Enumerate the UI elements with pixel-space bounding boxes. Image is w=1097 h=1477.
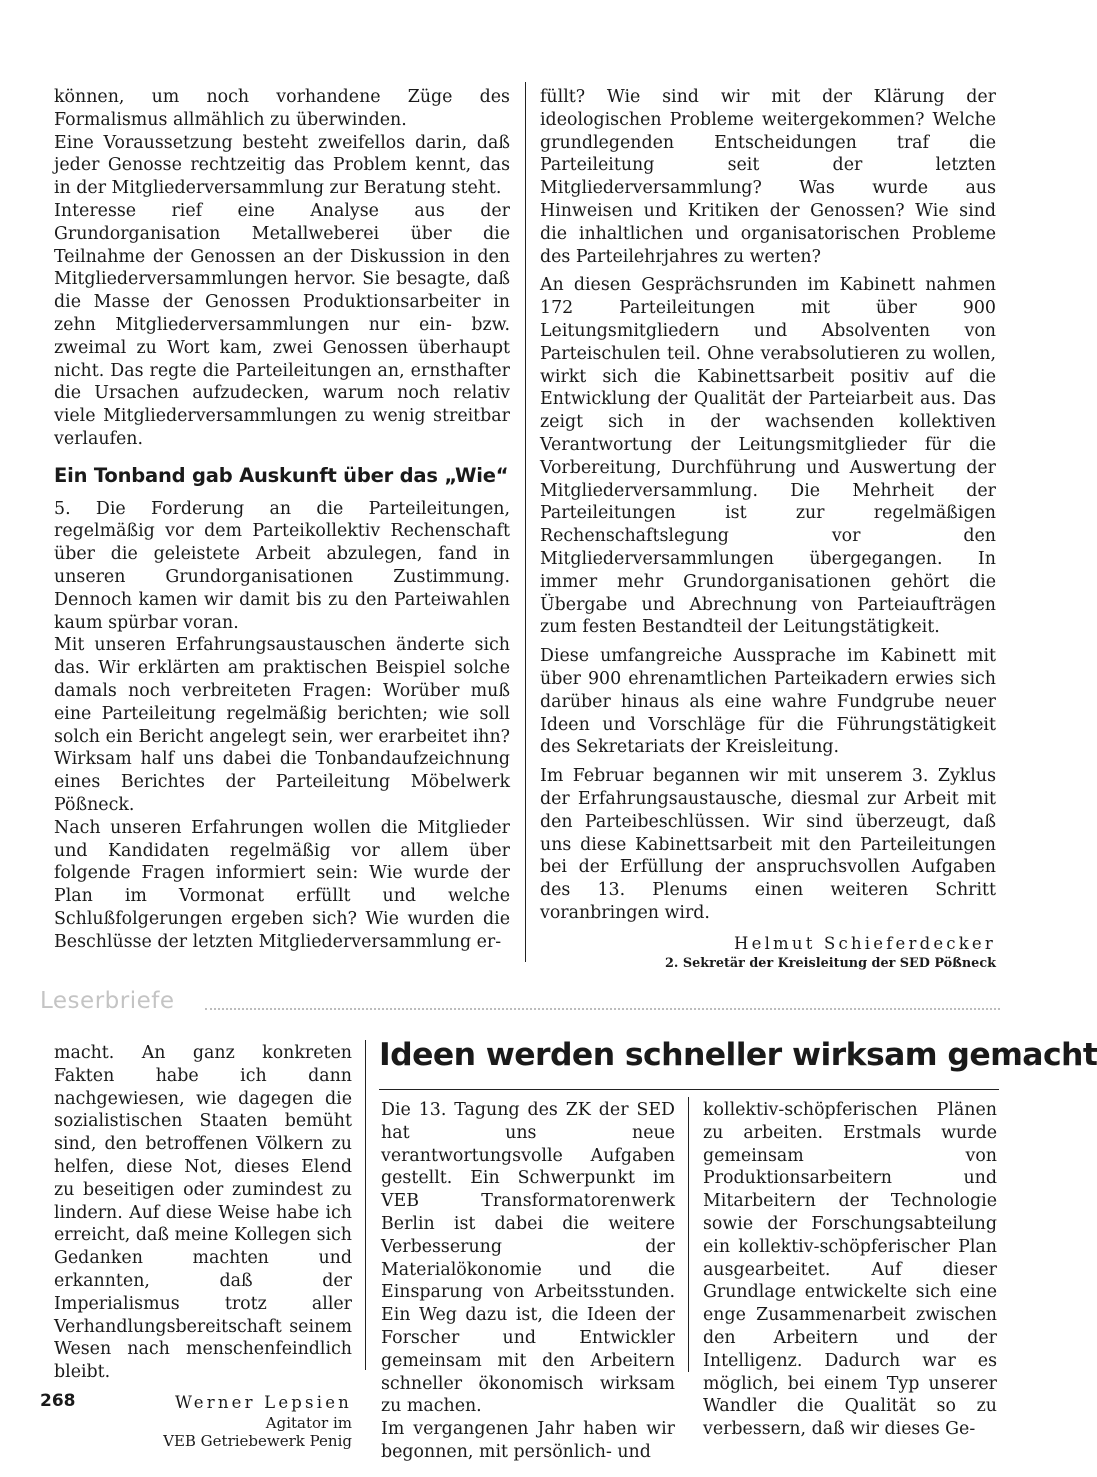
author-role: 2. Sekretär der Kreisleitung der SED Pößneck: [665, 955, 996, 971]
section-rule: [205, 1008, 1000, 1010]
paragraph: Interesse rief eine Analyse aus der Grundorganisation Metallweberei über die Teilnahme der Genossen an der Diskussion in den Mitgliederversammlungen hervor. Sie besagte, daß die Masse der Genossen Produktionsarbeiter in zehn Mitgliederversammlungen nur ein- bzw. zweimal zu Wort kam, zwei Genossen überhaupt nicht. Das regte die Parteileitungen an, ernsthafter die Ursachen aufzudecken, warum noch relativ viele Mitgliederversammlungen zu wenig streitbar verlaufen.: [54, 200, 510, 449]
paragraph: An diesen Gesprächsrunden im Kabinett nahmen 172 Parteileitungen mit über 900 Leitungsmitgliedern und Absolventen von Parteischulen teil. Ohne verabsolutieren zu wollen, wirkt sich die Kabinettsarbeit positiv auf die Entwicklung der Qualität der Parteiarbeit aus. Das zeigt sich in der wachsenden kollektiven Verantwortung der Leitungsmitglieder für die Vorbereitung, Durchführung und Auswertung der Mitgliederversammlung. Die Mehrheit der Parteileitungen ist zur regelmäßigen Rechenschaftslegung vor den Mitgliederversammlungen übergegangen. In immer mehr Grundorganisationen gehört die Übergabe und Abrechnung von Parteiaufträgen zum festen Bestandteil der Leitungstätigkeit.: [540, 275, 996, 638]
paragraph: Im vergangenen Jahr haben wir begonnen, mit persönlich- und: [381, 1419, 675, 1462]
paragraph: füllt? Wie sind wir mit der Klärung der ideologischen Probleme weitergekommen? Welche grundlegenden Entscheidungen traf die Parteileitung seit der letzten Mitgliederversammlung? Was wurde aus Hinweisen und Kritiken der Genossen? Wie sind die inhaltlichen und organisatorischen Probleme des Parteilehrjahres zu werten?: [540, 87, 996, 267]
author-signature: Helmut Schieferdecker: [734, 933, 996, 953]
column-divider: [365, 1040, 366, 1370]
paragraph: können, um noch vorhandene Züge des Formalismus allmählich zu überwinden.: [54, 87, 510, 130]
paragraph: Im Februar begannen wir mit unserem 3. Zyklus der Erfahrungsaustausche, diesmal zur Arbeit mit den Parteibeschlüssen. Wir sind überzeugt, daß uns diese Kabinettsarbeit mit den Parteileitungen bei der Erfüllung der anspruchsvollen Aufgaben des 13. Plenums einen weiteren Schritt voranbringen wird.: [540, 766, 996, 923]
letter-text: macht. An ganz konkreten Fakten habe ich dann nachgewiesen, wie dagegen die sozialistischen Staaten bemüht sind, den betroffenen Völkern zu helfen, diese Not, dieses Elend zu beseitigen oder zumindest zu lindern. Auf diese Weise habe ich erreicht, daß meine Kollegen sich Gedanken machten und erkannten, daß der Imperialismus trotz aller Verhandlungsbereitschaft seinem Wesen nach menschenfeindlich bleibt.: [54, 1043, 352, 1383]
column-divider: [688, 1097, 689, 1372]
letter-signature: Werner Lepsien: [174, 1392, 352, 1412]
column-divider: [525, 82, 526, 962]
letter-author-workplace: VEB Getriebewerk Penig: [163, 1431, 352, 1450]
letter-column: [54, 1042, 352, 1450]
letter-headline: Ideen werden schneller wirksam gemacht: [379, 1037, 1097, 1073]
article-right-column: [540, 86, 996, 972]
headline-rule: [379, 1089, 999, 1090]
paragraph: Diese umfangreiche Aussprache im Kabinett mit über 900 ehrenamtlichen Parteikadern erwies sich darüber hinaus als eine wahre Fundgrube neuer Ideen und Vorschläge für die Führungstätigkeit des Sekretariats der Kreisleitung.: [540, 646, 996, 758]
letter-author-role: Agitator im: [265, 1413, 352, 1432]
paragraph: Mit unseren Erfahrungsaustauschen änderte sich das. Wir erklärten am praktischen Beispiel solche damals noch verbreiteten Fragen: Worüber muß eine Parteileitung regelmäßig berichten; wie soll solch ein Bericht angelegt sein, wer erarbeitet ihn? Wirksam half uns dabei die Tonbandaufzeichnung eines Berichtes der Parteileitung Möbelwerk Pößneck.: [54, 635, 510, 815]
letter2-column-1: [381, 1099, 675, 1464]
paragraph: Die 13. Tagung des ZK der SED hat uns neue verantwortungsvolle Aufgaben gestellt. Ein Schwerpunkt im VEB Transformatorenwerk Berlin ist dabei die weitere Verbesserung der Materialökonomie und die Einsparung von Arbeitsstunden. Ein Weg dazu ist, die Ideen der Forscher und Entwickler gemeinsam mit den Arbeitern schneller ökonomisch wirksam zu machen.: [381, 1100, 675, 1417]
article-left-column: [54, 86, 510, 953]
paragraph: kollektiv-schöpferischen Plänen zu arbeiten. Erstmals wurde gemeinsam von Produktionsarbeitern und Mitarbeitern der Technologie sowie der Forschungsabteilung ein kollektiv-schöpferischer Plan ausgearbeitet. Auf dieser Grundlage entwickelte sich eine enge Zusammenarbeit zwischen den Arbeitern und der Intelligenz. Dadurch war es möglich, bei einem Typ unserer Wandler die Qualität so zu verbessern, daß wir dieses Ge-: [703, 1100, 997, 1440]
paragraph: 5. Die Forderung an die Parteileitungen, regelmäßig vor dem Parteikollektiv Rechenschaft über die geleistete Arbeit abzulegen, fand in unseren Grundorganisationen Zustimmung. Dennoch kamen wir damit bis zu den Parteiwahlen kaum spürbar voran.: [54, 498, 510, 633]
page-number: 268: [40, 1391, 76, 1411]
paragraph: Eine Voraussetzung besteht zweifellos darin, daß jeder Genosse rechtzeitig das Problem kennt, das in der Mitgliederversammlung zur Beratung steht.: [54, 132, 510, 199]
section-label: Leserbriefe: [40, 988, 175, 1014]
letter2-column-2: [703, 1099, 997, 1441]
paragraph: Nach unseren Erfahrungen wollen die Mitglieder und Kandidaten regelmäßig vor allem über folgende Fragen informiert sein: Wie wurde der Plan im Vormonat erfüllt und welche Schlußfolgerungen ergeben sich? Wie wurden die Beschlüsse der letzten Mitgliederversammlung er-: [54, 817, 510, 952]
section-heading: Ein Tonband gab Auskunft über das „Wie“: [54, 463, 509, 487]
